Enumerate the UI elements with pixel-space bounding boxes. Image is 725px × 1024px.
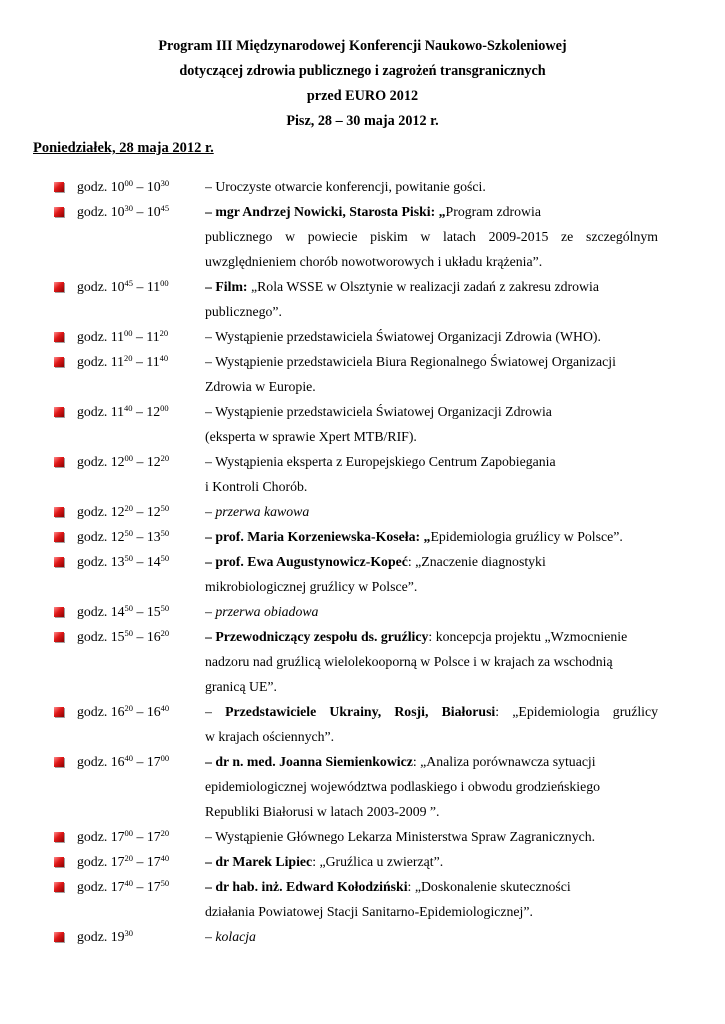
start-hour: 17 (110, 879, 125, 894)
end-minutes: 45 (160, 203, 170, 213)
description-line (205, 824, 658, 849)
description-line (205, 649, 658, 674)
time-dash: – (133, 554, 147, 569)
bullet-icon (54, 607, 64, 617)
bold-text: – prof. Maria Korzeniewska-Koseła: „ (205, 529, 431, 544)
bullet-icon (54, 832, 64, 842)
description-line (205, 499, 658, 524)
start-hour: 12 (110, 504, 125, 519)
item-description (205, 549, 658, 599)
item-description (205, 399, 658, 449)
time-prefix: godz. (77, 604, 111, 619)
title-line-2: dotyczącej zdrowia publicznego i zagrożeń transgranicznych (179, 63, 546, 79)
item-description (205, 499, 658, 524)
text-segment: : „Analiza porównawcza sytuacji (412, 754, 596, 769)
start-hour: 11 (110, 354, 125, 369)
time-range (77, 174, 169, 199)
item-description (205, 699, 658, 749)
start-hour: 12 (110, 454, 125, 469)
start-hour: 10 (110, 279, 125, 294)
text-segment: i Kontroli Chorób. (205, 479, 308, 494)
schedule-item (0, 599, 725, 624)
description-line (205, 849, 658, 874)
time-prefix: godz. (77, 204, 111, 219)
bold-text: Przedstawiciele Ukrainy, Rosji, Białorusi (225, 704, 496, 719)
start-minutes: 00 (124, 328, 133, 338)
start-minutes: 00 (124, 178, 134, 188)
end-minutes: 40 (160, 853, 170, 863)
start-minutes: 50 (124, 628, 134, 638)
schedule-item (0, 624, 725, 699)
description-line (205, 674, 658, 699)
time-prefix: godz. (77, 704, 111, 719)
end-hour: 13 (146, 529, 161, 544)
time-dash: – (133, 704, 147, 719)
start-minutes: 20 (124, 503, 134, 513)
description-line (205, 549, 658, 574)
bullet-icon (54, 207, 64, 217)
time-dash: – (133, 629, 147, 644)
text-segment: mikrobiologicznej gruźlicy w Polsce”. (205, 579, 418, 594)
text-segment: : „Znaczenie diagnostyki (407, 554, 546, 569)
description-line (205, 799, 658, 824)
end-hour: 15 (146, 604, 161, 619)
start-minutes: 40 (124, 403, 133, 413)
description-line (205, 399, 658, 424)
italic-text: – przerwa kawowa (205, 504, 310, 519)
end-hour: 16 (146, 629, 161, 644)
start-minutes: 40 (124, 878, 134, 888)
description-line (205, 899, 658, 924)
description-line (205, 349, 658, 374)
time-range (77, 499, 169, 524)
description-line (205, 724, 658, 749)
end-minutes: 20 (159, 328, 169, 338)
bullet-icon (54, 932, 64, 942)
text-segment: epidemiologicznej województwa podlaskiego i obwodu grodzieńskiego (205, 779, 601, 794)
time-prefix: godz. (77, 179, 111, 194)
item-description (205, 174, 658, 199)
bullet-icon (54, 532, 64, 542)
start-hour: 16 (110, 704, 125, 719)
item-description (205, 749, 658, 824)
start-minutes: 00 (124, 453, 134, 463)
text-segment: granicą UE”. (205, 679, 278, 694)
bullet-icon (54, 507, 64, 517)
description-line (205, 274, 658, 299)
time-dash: – (133, 604, 147, 619)
time-prefix: godz. (77, 454, 111, 469)
text-segment: : „Doskonalenie skuteczności (407, 879, 571, 894)
italic-text: – kolacja (205, 929, 256, 944)
italic-text: – przerwa obiadowa (205, 604, 319, 619)
end-hour: 14 (146, 554, 161, 569)
schedule-item (0, 549, 725, 599)
start-minutes: 45 (124, 278, 134, 288)
text-segment: Epidemiologia gruźlicy w Polsce”. (430, 529, 623, 544)
item-description (205, 524, 658, 549)
time-dash: – (132, 329, 147, 344)
bullet-icon (54, 882, 64, 892)
end-hour: 12 (146, 454, 161, 469)
schedule-item (0, 199, 725, 274)
bold-text: – Film: (205, 279, 248, 294)
text-segment: : koncepcja projektu „Wzmocnienie (428, 629, 628, 644)
item-description (205, 599, 658, 624)
text-segment: Program zdrowia (445, 204, 541, 219)
time-dash: – (133, 454, 147, 469)
text-segment: uwzględnieniem chorób nowotworowych i układu krążenia”. (205, 254, 543, 269)
title-line-3: przed EURO 2012 (306, 88, 419, 104)
text-segment: publicznego”. (205, 304, 283, 319)
description-line (205, 774, 658, 799)
time-prefix: godz. (77, 279, 111, 294)
text-segment: (eksperta w sprawie Xpert MTB/RIF). (205, 429, 417, 444)
time-dash: – (132, 404, 147, 419)
time-prefix: godz. (77, 554, 111, 569)
bullet-icon (54, 282, 64, 292)
item-description (205, 924, 658, 949)
bold-text: – mgr Andrzej Nowicki, Starosta Piski: „ (205, 204, 446, 219)
end-hour: 11 (146, 279, 161, 294)
time-range (77, 874, 169, 899)
start-hour: 15 (110, 629, 125, 644)
bullet-icon (54, 457, 64, 467)
text-segment: Republiki Białorusi w latach 2003-2009 ”. (205, 804, 440, 819)
description-line (205, 599, 658, 624)
end-hour: 10 (146, 204, 161, 219)
time-prefix: godz. (77, 829, 111, 844)
description-line (205, 624, 658, 649)
time-prefix: godz. (77, 404, 111, 419)
end-minutes: 30 (160, 178, 170, 188)
start-minutes: 50 (124, 528, 134, 538)
time-range (77, 399, 169, 424)
start-hour: 17 (110, 829, 125, 844)
start-minutes: 30 (124, 203, 134, 213)
item-description (205, 624, 658, 699)
time-dash: – (133, 829, 147, 844)
start-hour: 11 (110, 404, 125, 419)
description-line (205, 249, 658, 274)
end-minutes: 50 (160, 553, 170, 563)
description-line (205, 874, 658, 899)
item-description (205, 324, 658, 349)
schedule-item (0, 399, 725, 449)
description-line (205, 924, 658, 949)
text-segment: – Wystąpienie przedstawiciela Światowej Organizacji Zdrowia (WHO). (205, 329, 601, 344)
end-minutes: 40 (160, 703, 170, 713)
time-dash: – (133, 204, 147, 219)
schedule-item (0, 874, 725, 924)
end-minutes: 50 (160, 503, 170, 513)
start-hour: 17 (110, 854, 125, 869)
time-prefix: godz. (77, 529, 111, 544)
description-line (205, 174, 658, 199)
text-segment: w krajach ościennych”. (205, 729, 335, 744)
schedule-item (0, 924, 725, 949)
bullet-icon (54, 857, 64, 867)
time-range (77, 274, 169, 299)
time-range (77, 524, 169, 549)
description-line (205, 749, 658, 774)
schedule-item (0, 699, 725, 749)
time-dash: – (133, 854, 147, 869)
start-minutes: 00 (124, 828, 134, 838)
end-minutes: 00 (160, 278, 169, 288)
text-segment: działania Powiatowej Stacji Sanitarno-Epidemiologicznej”. (205, 904, 533, 919)
description-line (205, 374, 658, 399)
schedule-item (0, 324, 725, 349)
time-range (77, 549, 169, 574)
start-hour: 16 (110, 754, 125, 769)
start-hour: 10 (110, 204, 125, 219)
schedule-item (0, 749, 725, 824)
time-dash: – (133, 179, 147, 194)
time-range (77, 349, 168, 374)
end-hour: 11 (146, 329, 160, 344)
bold-text: – prof. Ewa Augustynowicz-Kopeć (205, 554, 408, 569)
schedule-item (0, 849, 725, 874)
time-dash: – (133, 754, 147, 769)
time-prefix: godz. (77, 354, 111, 369)
bullet-icon (54, 707, 64, 717)
title-line-4: Pisz, 28 – 30 maja 2012 r. (286, 113, 439, 129)
schedule-list (0, 174, 725, 949)
start-hour: 10 (110, 179, 125, 194)
time-prefix: godz. (77, 854, 111, 869)
bullet-icon (54, 332, 64, 342)
text-segment: – Wystąpienie przedstawiciela Biura Regionalnego Światowej Organizacji (205, 354, 616, 369)
text-segment: – (205, 704, 226, 719)
time-dash: – (133, 879, 147, 894)
time-dash: – (133, 279, 147, 294)
end-minutes: 00 (160, 403, 169, 413)
start-minutes: 20 (124, 353, 133, 363)
text-segment: : „Gruźlica u zwierząt”. (312, 854, 444, 869)
start-minutes: 50 (124, 553, 134, 563)
time-range (77, 699, 169, 724)
text-segment: „Rola WSSE w Olsztynie w realizacji zadań z zakresu zdrowia (247, 279, 599, 294)
end-hour: 16 (146, 704, 161, 719)
item-description (205, 874, 658, 924)
description-line (205, 324, 658, 349)
time-prefix: godz. (77, 329, 111, 344)
end-hour: 17 (146, 879, 161, 894)
end-minutes: 50 (160, 528, 170, 538)
bullet-icon (54, 632, 64, 642)
start-minutes: 50 (124, 603, 134, 613)
description-line (205, 424, 658, 449)
description-line (205, 474, 658, 499)
text-segment: – Wystąpienie przedstawiciela Światowej Organizacji Zdrowia (205, 404, 552, 419)
time-prefix: godz. (77, 504, 111, 519)
description-line (205, 299, 658, 324)
item-description (205, 349, 658, 399)
start-hour: 12 (110, 529, 125, 544)
bullet-icon (54, 407, 64, 417)
item-description (205, 199, 658, 274)
schedule-item (0, 499, 725, 524)
start-hour: 11 (110, 329, 125, 344)
end-minutes: 20 (160, 828, 170, 838)
start-minutes: 40 (124, 753, 134, 763)
start-hour: 14 (110, 604, 125, 619)
start-hour: 13 (110, 554, 125, 569)
end-hour: 11 (146, 354, 160, 369)
time-prefix: godz. (77, 629, 111, 644)
end-minutes: 20 (160, 453, 170, 463)
end-hour: 12 (146, 404, 161, 419)
bullet-icon (54, 757, 64, 767)
end-hour: 17 (146, 829, 161, 844)
bold-text: – dr hab. inż. Edward Kołodziński (205, 879, 408, 894)
description-line (205, 574, 658, 599)
time-range (77, 199, 169, 224)
description-line (205, 524, 658, 549)
day-title: Poniedziałek, 28 maja 2012 r. (33, 140, 214, 156)
description-line (205, 199, 658, 224)
item-description (205, 274, 658, 324)
end-minutes: 50 (160, 878, 170, 888)
time-range (77, 599, 169, 624)
time-dash: – (133, 529, 147, 544)
text-segment: – Wystąpienie Głównego Lekarza Ministerstwa Spraw Zagranicznych. (205, 829, 596, 844)
item-description (205, 824, 658, 849)
schedule-item (0, 524, 725, 549)
time-prefix: godz. (77, 879, 111, 894)
end-hour: 17 (146, 754, 161, 769)
schedule-item (0, 349, 725, 399)
bold-text: – dr Marek Lipiec (205, 854, 313, 869)
end-minutes: 40 (159, 353, 169, 363)
end-minutes: 50 (160, 603, 170, 613)
schedule-item (0, 449, 725, 499)
start-hour: 19 (110, 929, 125, 944)
time-prefix: godz. (77, 754, 111, 769)
item-description (205, 849, 658, 874)
time-range (77, 749, 169, 774)
description-line (205, 449, 658, 474)
time-prefix: godz. (77, 929, 111, 944)
time-dash: – (132, 354, 147, 369)
time-range (77, 449, 169, 474)
schedule-item (0, 174, 725, 199)
bullet-icon (54, 357, 64, 367)
time-range (77, 824, 169, 849)
text-segment: – Wystąpienia eksperta z Europejskiego Centrum Zapobiegania (205, 454, 556, 469)
time-dash: – (133, 504, 147, 519)
text-segment: publicznego w powiecie piskim w latach 2009-2015 ze szczególnym (205, 229, 658, 244)
time-range (77, 849, 169, 874)
bold-text: – Przewodniczący zespołu ds. gruźlicy (205, 629, 429, 644)
title-line-1: Program III Międzynarodowej Konferencji Naukowo-Szkoleniowej (158, 38, 567, 54)
time-range (77, 324, 168, 349)
text-segment: nadzoru nad gruźlicą wielolekooporną w Polsce i w krajach za wschodnią (205, 654, 613, 669)
schedule-item (0, 824, 725, 849)
description-line (205, 699, 658, 724)
end-hour: 10 (146, 179, 161, 194)
bullet-icon (54, 182, 64, 192)
start-minutes: 30 (124, 928, 134, 938)
text-segment: Zdrowia w Europie. (205, 379, 316, 394)
end-hour: 12 (146, 504, 161, 519)
text-segment: – Uroczyste otwarcie konferencji, powitanie gości. (205, 179, 486, 194)
item-description (205, 449, 658, 499)
bullet-icon (54, 557, 64, 567)
time-range (77, 924, 133, 949)
start-minutes: 20 (124, 703, 134, 713)
text-segment: : „Epidemiologia gruźlicy (495, 704, 658, 719)
end-minutes: 00 (160, 753, 170, 763)
bold-text: – dr n. med. Joanna Siemienkowicz (205, 754, 413, 769)
end-minutes: 20 (160, 628, 170, 638)
start-minutes: 20 (124, 853, 134, 863)
time-range (77, 624, 169, 649)
description-line (205, 224, 658, 249)
schedule-item (0, 274, 725, 324)
document-header (0, 34, 725, 134)
end-hour: 17 (146, 854, 161, 869)
